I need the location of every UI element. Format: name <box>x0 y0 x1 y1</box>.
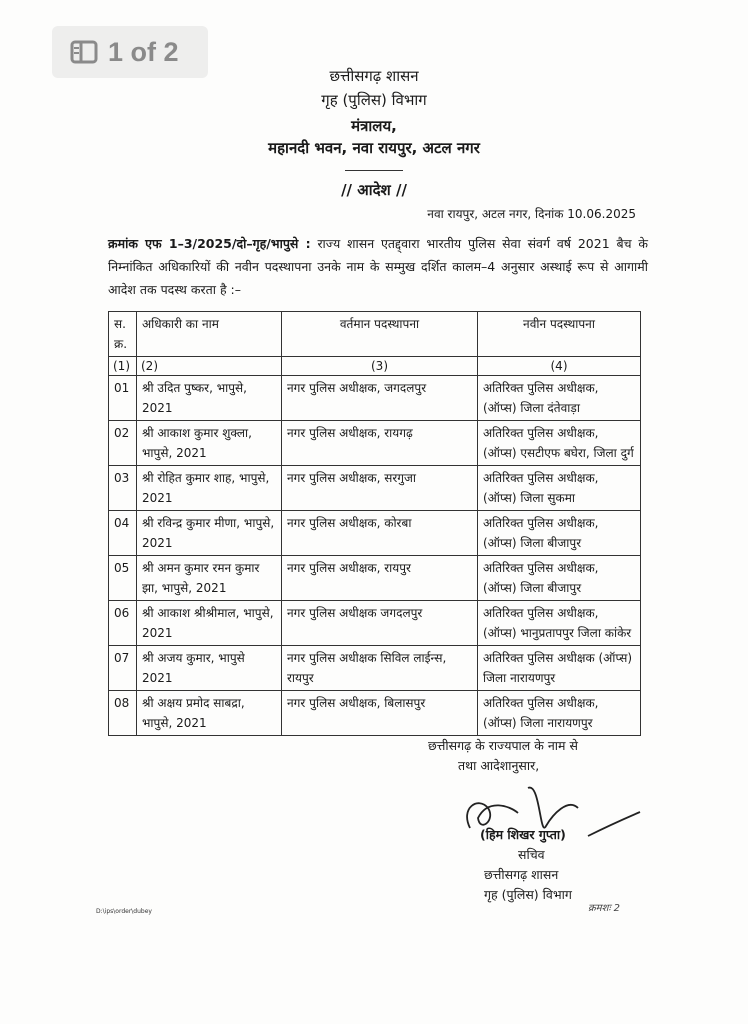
order-paragraph <box>108 232 648 301</box>
cell-current: नगर पुलिस अधीक्षक, बिलासपुर <box>282 691 478 736</box>
cell-sno: 03 <box>109 466 137 511</box>
table-header-row <box>109 312 641 357</box>
col-number: (4) <box>478 357 641 376</box>
table-row <box>109 601 641 646</box>
cell-name: श्री रोहित कुमार शाह, भापुसे, 2021 <box>137 466 282 511</box>
table-row <box>109 466 641 511</box>
cell-sno: 02 <box>109 421 137 466</box>
col-header-name: अधिकारी का नाम <box>137 312 282 357</box>
table-row <box>109 376 641 421</box>
header-divider <box>345 170 403 171</box>
cell-current: नगर पुलिस अधीक्षक, रायपुर <box>282 556 478 601</box>
cell-new: अतिरिक्त पुलिस अधीक्षक, (ऑप्स) जिला सुकमा <box>478 466 641 511</box>
col-header-sno: स. क्र. <box>109 312 137 357</box>
cell-current: नगर पुलिस अधीक्षक, जगदलपुर <box>282 376 478 421</box>
order-title: // आदेश // <box>341 181 407 199</box>
table-row <box>109 646 641 691</box>
table-row <box>109 691 641 736</box>
header-address: महानदी भवन, नवा रायपुर, अटल नगर <box>268 139 480 157</box>
cell-sno: 04 <box>109 511 137 556</box>
closing-line-2: तथा आदेशानुसार, <box>458 758 540 773</box>
signatory-government: छत्तीसगढ़ शासन <box>484 867 559 882</box>
table-row <box>109 556 641 601</box>
col-number: (3) <box>282 357 478 376</box>
order-text: राज्य शासन एतद्द्वारा भारतीय पुलिस सेवा संवर्ग वर्ष 2021 बैच के निम्नांकित अधिकारियों की नवीन पदस्थापना उनके नाम के सम्मुख दर्शित कालम–4 अनुसार अस्थाई रूप से आगामी आदेश तक पदस्थ करता है :– <box>108 236 648 297</box>
postings-table <box>108 311 641 736</box>
cell-new: अतिरिक्त पुलिस अधीक्षक, (ऑप्स) जिला नारायणपुर <box>478 691 641 736</box>
cell-current: नगर पुलिस अधीक्षक सिविल लाईन्स, रायपुर <box>282 646 478 691</box>
col-header-current: वर्तमान पदस्थापना <box>282 312 478 357</box>
order-reference: क्रमांक एफ 1–3/2025/दो–गृह/भापुसे : <box>108 236 311 251</box>
place-date: नवा रायपुर, अटल नगर, दिनांक 10.06.2025 <box>427 207 636 221</box>
cell-name: श्री उदित पुष्कर, भापुसे, 2021 <box>137 376 282 421</box>
cell-name: श्री अमन कुमार रमन कुमार झा, भापुसे, 2021 <box>137 556 282 601</box>
cell-sno: 06 <box>109 601 137 646</box>
col-number: (2) <box>137 357 282 376</box>
cell-sno: 05 <box>109 556 137 601</box>
table-row <box>109 421 641 466</box>
cell-new: अतिरिक्त पुलिस अधीक्षक, (ऑप्स) जिला बीजापुर <box>478 511 641 556</box>
cell-new: अतिरिक्त पुलिस अधीक्षक, (ऑप्स) एसटीएफ बघेरा, जिला दुर्ग <box>478 421 641 466</box>
cell-name: श्री अजय कुमार, भापुसे 2021 <box>137 646 282 691</box>
signatory-designation: सचिव <box>518 847 545 862</box>
column-number-row <box>109 357 641 376</box>
cell-name: श्री आकाश कुमार शुक्ला, भापुसे, 2021 <box>137 421 282 466</box>
signatory-department: गृह (पुलिस) विभाग <box>484 887 572 902</box>
signatory-name: (हिम शिखर गुप्ता) <box>480 827 566 842</box>
cell-new: अतिरिक्त पुलिस अधीक्षक, (ऑप्स) जिला दंतेवाड़ा <box>478 376 641 421</box>
continued-mark: क्रमशः 2 <box>588 903 621 914</box>
cell-sno: 08 <box>109 691 137 736</box>
header-department: गृह (पुलिस) विभाग <box>321 91 427 109</box>
col-number: (1) <box>109 357 137 376</box>
cell-sno: 07 <box>109 646 137 691</box>
cell-name: श्री रविन्द्र कुमार मीणा, भापुसे, 2021 <box>137 511 282 556</box>
cell-name: श्री अक्षय प्रमोद साबद्रा, भापुसे, 2021 <box>137 691 282 736</box>
cell-current: नगर पुलिस अधीक्षक, रायगढ़ <box>282 421 478 466</box>
col-header-new: नवीन पदस्थापना <box>478 312 641 357</box>
cell-new: अतिरिक्त पुलिस अधीक्षक, (ऑप्स) भानुप्रतापपुर जिला कांकेर <box>478 601 641 646</box>
header-ministry: मंत्रालय, <box>351 117 397 135</box>
cell-current: नगर पुलिस अधीक्षक, कोरबा <box>282 511 478 556</box>
page-indicator-text: 1 of 2 <box>108 36 179 67</box>
cell-new: अतिरिक्त पुलिस अधीक्षक (ऑप्स) जिला नारायणपुर <box>478 646 641 691</box>
file-reference: D:\ips\order\dubey <box>96 908 152 915</box>
header-government: छत्तीसगढ़ शासन <box>329 67 419 85</box>
cell-current: नगर पुलिस अधीक्षक, सरगुजा <box>282 466 478 511</box>
cell-new: अतिरिक्त पुलिस अधीक्षक, (ऑप्स) जिला बीजापुर <box>478 556 641 601</box>
closing-line-1: छत्तीसगढ़ के राज्यपाल के नाम से <box>428 738 578 753</box>
table-row <box>109 511 641 556</box>
cell-sno: 01 <box>109 376 137 421</box>
cell-current: नगर पुलिस अधीक्षक जगदलपुर <box>282 601 478 646</box>
cell-name: श्री आकाश श्रीश्रीमाल, भापुसे, 2021 <box>137 601 282 646</box>
page-view-icon <box>70 40 98 64</box>
